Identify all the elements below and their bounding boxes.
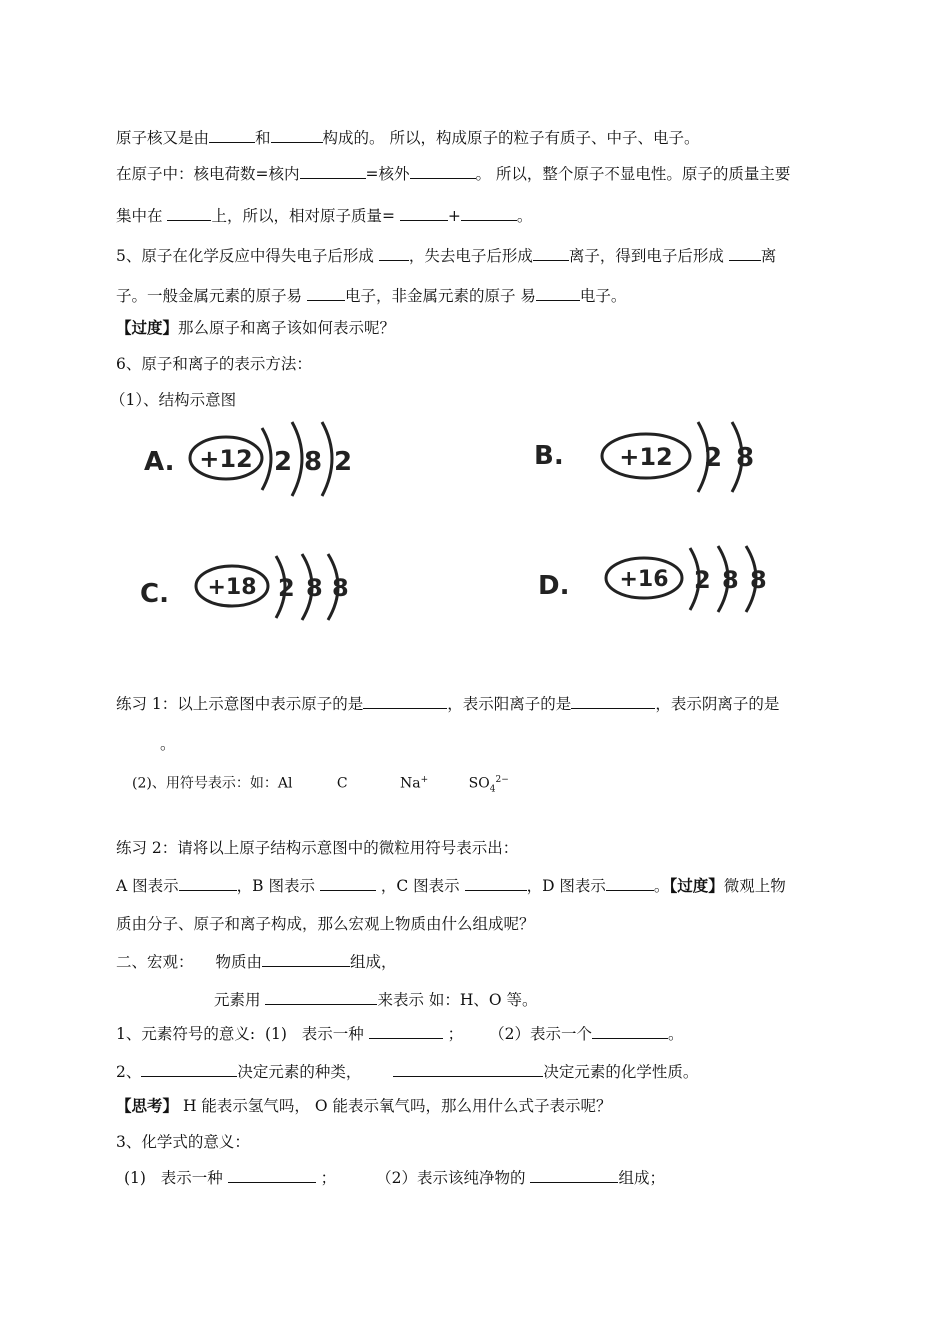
blank-field[interactable]: [461, 204, 517, 221]
blank-field[interactable]: [592, 1022, 668, 1039]
text: 。: [667, 1025, 684, 1043]
atom-diagram-b: [530, 418, 760, 502]
blank-field[interactable]: [571, 692, 655, 709]
symbol-so4: SO: [468, 775, 490, 792]
shell-electrons: 8: [750, 566, 767, 594]
symbol-na: Na: [400, 775, 421, 792]
shell-electrons: 2: [694, 566, 711, 594]
text: 组成；: [618, 1169, 665, 1187]
shell-electrons: 2: [704, 443, 723, 473]
line-21: [124, 1166, 665, 1188]
text: 集中在: [116, 207, 163, 225]
shell-electrons: 8: [736, 443, 755, 473]
line-4: [116, 244, 776, 266]
blank-field[interactable]: [141, 1060, 237, 1077]
line-14: 质由分子、原子和离子构成，那么宏观上物质由什么组成呢？: [116, 915, 535, 933]
diagram-label: B.: [534, 441, 564, 471]
shell-electrons: 8: [332, 574, 349, 602]
shell-arc: [292, 422, 302, 496]
shell-electrons: 2: [274, 447, 293, 477]
blank-field[interactable]: [262, 950, 350, 967]
text: (1): [124, 1169, 146, 1187]
text: (1): [264, 1025, 287, 1043]
line-5: [116, 284, 626, 306]
text: ；: [447, 1025, 464, 1043]
nucleus-charge: +18: [207, 575, 257, 600]
text: 微观上物: [723, 877, 786, 895]
blank-field[interactable]: [179, 874, 237, 891]
line-17: [116, 1022, 684, 1044]
blank-field[interactable]: [209, 126, 255, 143]
text: 决定元素的化学性质。: [543, 1063, 699, 1081]
diagram-label: A.: [144, 447, 175, 477]
text: 来表示 如：H、O 等。: [377, 991, 538, 1009]
blank-field[interactable]: [465, 874, 527, 891]
text: ，C 图表示: [380, 877, 460, 895]
text: 2、: [116, 1063, 142, 1081]
text: 子。一般金属元素的原子易: [116, 287, 303, 305]
line-18: [116, 1060, 698, 1082]
text: 原子核又是由: [116, 129, 210, 147]
blank-field[interactable]: [167, 204, 211, 221]
text: ，失去电子后形成: [408, 247, 533, 265]
blank-field[interactable]: [530, 1166, 618, 1183]
atom-diagram-d: [534, 544, 784, 628]
shell-electrons: 8: [304, 447, 323, 477]
text: +: [447, 207, 461, 225]
shell-electrons: 2: [278, 574, 295, 602]
text: ，B 图表示: [236, 877, 315, 895]
line-20: 3、化学式的意义：: [116, 1133, 250, 1151]
blank-field[interactable]: [320, 874, 376, 891]
blank-field[interactable]: [729, 244, 761, 261]
text: 上，所以，相对原子质量=: [211, 207, 395, 225]
blank-field[interactable]: [307, 284, 345, 301]
blank-field[interactable]: [300, 162, 366, 179]
shell-electrons: 8: [306, 574, 323, 602]
text: ，D 图表示: [526, 877, 606, 895]
blank-field[interactable]: [400, 204, 448, 221]
line-7: 6、原子和离子的表示方法：: [116, 355, 312, 373]
think-tag: 【思考】: [116, 1096, 179, 1115]
text: 5、原子在化学反应中得失电子后形成: [116, 247, 374, 265]
text: 离: [760, 247, 777, 265]
line-1: [116, 126, 699, 148]
text: ，表示阳离子的是: [447, 695, 572, 713]
nucleus-charge: +12: [199, 445, 253, 473]
text: 决定元素的种类，: [237, 1063, 362, 1081]
shell-electrons: 2: [334, 447, 353, 477]
blank-field[interactable]: [379, 244, 409, 261]
blank-field[interactable]: [271, 126, 323, 143]
line-15: [116, 950, 397, 972]
text: 元素用: [214, 991, 261, 1009]
text: 那么原子和离子该如何表示呢？: [178, 319, 396, 337]
nucleus-charge: +12: [619, 443, 673, 471]
text: （2）表示该纯净物的: [376, 1169, 526, 1187]
line-3: [116, 204, 532, 226]
line-13: [116, 874, 786, 896]
text: A 图表示: [116, 877, 179, 895]
blank-field[interactable]: [536, 284, 580, 301]
transition-tag: 【过度】: [669, 876, 724, 895]
line-6: [116, 318, 395, 338]
section-heading: 二、宏观：: [116, 953, 194, 971]
blank-field[interactable]: [363, 692, 447, 709]
text: 练习 1：以上示意图中表示原子的是: [116, 695, 364, 713]
text: 。 所以，整个原子不显电性。原子的质量主要: [475, 165, 791, 183]
symbol-al: (2)、用符号表示：如：Al: [132, 775, 293, 792]
subscript: 4: [489, 784, 496, 795]
text: 。: [516, 207, 533, 225]
line-12: 练习 2：请将以上原子结构示意图中的微粒用符号表示出：: [116, 839, 519, 857]
text: 表示一种: [301, 1025, 364, 1043]
nucleus-charge: +16: [619, 567, 669, 592]
shell-electrons: 8: [722, 566, 739, 594]
text: 电子，非金属元素的原子 易: [344, 287, 536, 305]
blank-field[interactable]: [606, 874, 654, 891]
text: 组成，: [350, 953, 397, 971]
line-9: [116, 692, 779, 714]
charge-sup: +: [420, 775, 429, 785]
text: ，表示阴离子的是: [655, 695, 780, 713]
text: 表示一种: [160, 1169, 223, 1187]
atom-diagram-c: [136, 550, 366, 634]
text: 电子。: [579, 287, 627, 305]
text: H 能表示氢气吗， O 能表示氧气吗，那么用什么式子表示呢？: [178, 1097, 612, 1115]
transition-tag: 【过度】: [116, 318, 179, 337]
atom-diagram-a: [140, 420, 370, 504]
blank-field[interactable]: [265, 988, 377, 1005]
line-11: [132, 770, 509, 799]
blank-field[interactable]: [228, 1166, 316, 1183]
text: 离子，得到电子后形成: [568, 247, 724, 265]
text: （2）表示一个: [489, 1025, 592, 1043]
text: 。: [653, 877, 670, 895]
text: 1、元素符号的意义:: [116, 1025, 256, 1043]
diagram-label: D.: [538, 571, 570, 601]
line-2: [116, 162, 790, 184]
charge-sup: 2−: [495, 775, 509, 785]
text: ；: [320, 1169, 337, 1187]
shell-arc: [322, 422, 332, 496]
line-19: [116, 1096, 611, 1116]
text: 物质由: [215, 953, 263, 971]
line-8: （1）、结构示意图: [110, 391, 237, 409]
symbol-c: C: [336, 775, 348, 792]
blank-field[interactable]: [393, 1060, 543, 1077]
line-10: 。: [160, 735, 176, 753]
line-16: [214, 988, 538, 1010]
blank-field[interactable]: [369, 1022, 443, 1039]
text: 和: [255, 129, 271, 147]
blank-field[interactable]: [410, 162, 476, 179]
diagram-label: C.: [140, 579, 169, 609]
text: 在原子中：核电荷数=核内: [116, 165, 300, 183]
text: 构成的。 所以，构成原子的粒子有质子、中子、电子。: [322, 129, 700, 147]
text: =核外: [365, 165, 410, 183]
blank-field[interactable]: [533, 244, 569, 261]
